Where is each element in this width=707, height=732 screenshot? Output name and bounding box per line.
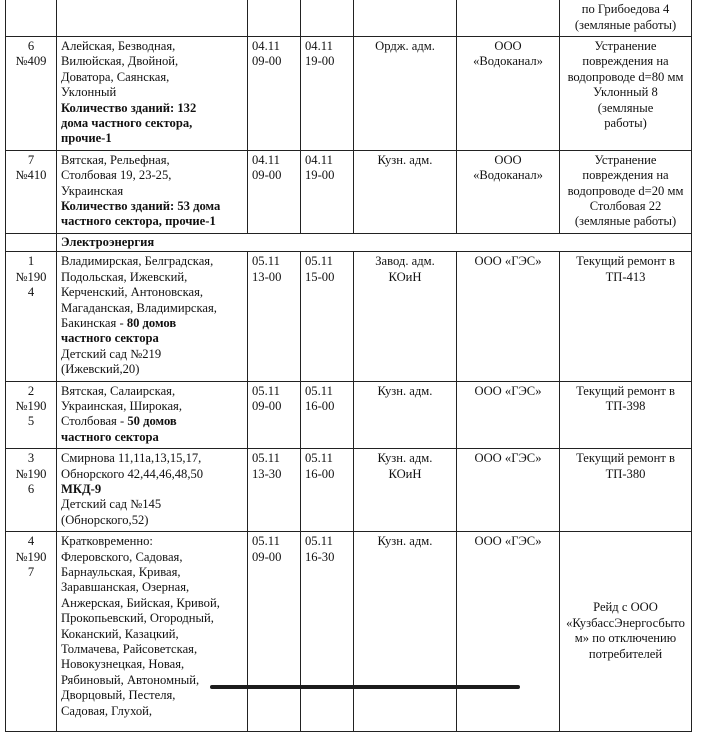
cell-org (457, 0, 560, 37)
cell-work: Текущий ремонт в ТП-413 (560, 252, 692, 381)
cell-start: 05.11 09-00 (248, 381, 301, 449)
cell-num: 7 №410 (6, 150, 57, 233)
cell-num: 1 №190 4 (6, 252, 57, 381)
table-row (6, 381, 692, 449)
cell-end: 05.11 15-00 (301, 252, 354, 381)
table-row (6, 532, 692, 732)
table-row (6, 37, 692, 151)
cell-adm: Кузн. адм. КОиН (354, 449, 457, 532)
cell-streets: Владимирская, Белградская, Подольская, Ижевский, Керченский, Антоновская, Магаданская, Владимирская, Бакинская - 80 домов частного сектора Детский сад №219 (Ижевский,20) (57, 252, 248, 381)
table-row (6, 150, 692, 233)
cell-start (248, 0, 301, 37)
cell-adm: Кузн. адм. (354, 381, 457, 449)
cell-work: Устранение повреждения на водопроводе d=80 мм Уклонный 8 (земляные работы) (560, 37, 692, 151)
cell-streets: Вятская, Салаирская, Украинская, Широкая, Столбовая - 50 домов частного сектора (57, 381, 248, 449)
cell-streets: Кратковременно: Флеровского, Садовая, Барнаульская, Кривая, Заравшанская, Озерная, Анжерская, Бийская, Кривой, Прокопьевский, Огородный, Коканский, Казацкий, Толмачева, Райсоветская, Новокузнецкая, Новая, Рябиновый, Автономный, Дворцовый, Пестеля, Садовая, Глухой, (57, 532, 248, 732)
outage-table (5, 0, 692, 732)
cell-end: 04.11 19-00 (301, 37, 354, 151)
cell-adm: Завод. адм. КОиН (354, 252, 457, 381)
section-header-row (6, 233, 692, 251)
cell-streets: Алейская, Безводная, Вилюйская, Двойной, Доватора, Саянская, Уклонный Количество зданий: 132 дома частного сектора, прочие-1 (57, 37, 248, 151)
cell-org: ООО «Водоканал» (457, 37, 560, 151)
cell-num: 4 №190 7 (6, 532, 57, 732)
cell-adm: Кузн. адм. (354, 150, 457, 233)
cell-num: 3 №190 6 (6, 449, 57, 532)
cell-end: 05.11 16-00 (301, 449, 354, 532)
cell-work: по Грибоедова 4 (земляные работы) (560, 0, 692, 37)
cell-work: Текущий ремонт в ТП-380 (560, 449, 692, 532)
cell-num (6, 233, 57, 251)
cell-start: 05.11 09-00 (248, 532, 301, 732)
cell-end: 05.11 16-00 (301, 381, 354, 449)
cell-start: 05.11 13-00 (248, 252, 301, 381)
cell-end: 04.11 19-00 (301, 150, 354, 233)
cell-num: 2 №190 5 (6, 381, 57, 449)
table-row (6, 252, 692, 381)
document-page (5, 0, 707, 732)
cell-org: ООО «ГЭС» (457, 532, 560, 732)
cell-streets: Вятская, Рельефная, Столбовая 19, 23-25, Украинская Количество зданий: 53 дома частного сектора, прочие-1 (57, 150, 248, 233)
section-title: Электроэнергия (57, 233, 692, 251)
cell-work: Текущий ремонт в ТП-398 (560, 381, 692, 449)
cell-start: 04.11 09-00 (248, 150, 301, 233)
cell-org: ООО «ГЭС» (457, 252, 560, 381)
cell-org: ООО «Водоканал» (457, 150, 560, 233)
cell-work: Рейд с ООО «КузбассЭнергосбыто м» по отключению потребителей (560, 532, 692, 732)
cell-start: 04.11 09-00 (248, 37, 301, 151)
cell-adm (354, 0, 457, 37)
cell-streets: Смирнова 11,11а,13,15,17, Обнорского 42,44,46,48,50 МКД-9 Детский сад №145 (Обнорского,52) (57, 449, 248, 532)
cell-adm: Ордж. адм. (354, 37, 457, 151)
table-row (6, 449, 692, 532)
cell-streets (57, 0, 248, 37)
cell-org: ООО «ГЭС» (457, 381, 560, 449)
cell-start: 05.11 13-30 (248, 449, 301, 532)
cell-org: ООО «ГЭС» (457, 449, 560, 532)
cell-end (301, 0, 354, 37)
cell-num (6, 0, 57, 37)
horizontal-scrollbar[interactable] (210, 685, 520, 689)
table-row (6, 0, 692, 37)
cell-work: Устранение повреждения на водопроводе d=20 мм Столбовая 22 (земляные работы) (560, 150, 692, 233)
cell-adm: Кузн. адм. (354, 532, 457, 732)
cell-end: 05.11 16-30 (301, 532, 354, 732)
cell-num: 6 №409 (6, 37, 57, 151)
